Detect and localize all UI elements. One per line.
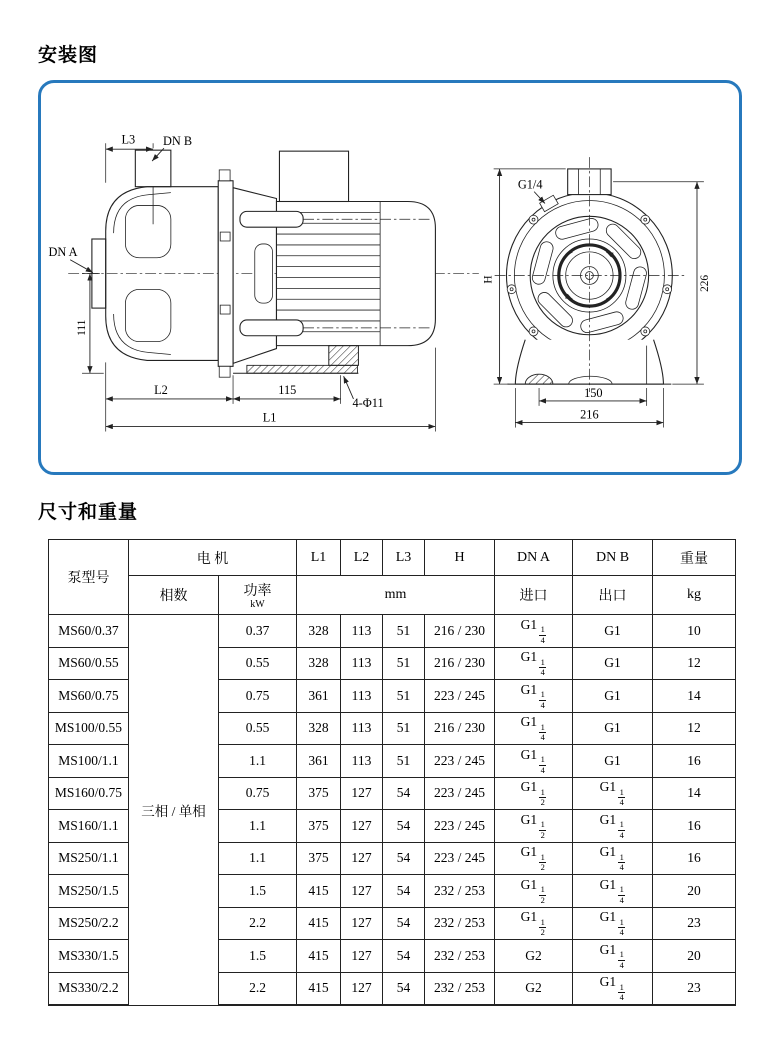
- power-cell: 1.1: [219, 810, 297, 843]
- col-header-mm: mm: [297, 576, 495, 615]
- l3-cell: 51: [383, 615, 425, 648]
- weight-cell: 12: [653, 712, 736, 745]
- dn-a-cell: G1 $\frac{1}{2}$: [495, 777, 573, 810]
- dn-a-cell: G1 $\frac{1}{4}$: [495, 647, 573, 680]
- label-dn-a: DN A: [48, 244, 78, 259]
- pump-model-cell: MS100/0.55: [49, 712, 129, 745]
- dn-b-cell: G1: [573, 745, 653, 778]
- l1-cell: 415: [297, 972, 341, 1005]
- l3-cell: 54: [383, 810, 425, 843]
- thread-fraction: $\frac{1}{4}$: [619, 884, 624, 905]
- label-l1: L1: [262, 410, 277, 425]
- thread-fraction: $\frac{1}{4}$: [619, 819, 624, 840]
- label-dn-b: DN B: [162, 134, 193, 149]
- h-cell: 232 / 253: [425, 972, 495, 1005]
- l2-cell: 113: [341, 712, 383, 745]
- l2-cell: 127: [341, 777, 383, 810]
- col-header-l1: L1: [297, 540, 341, 576]
- l3-cell: 51: [383, 647, 425, 680]
- thread-fraction: $\frac{1}{4}$: [540, 721, 545, 743]
- pump-model-cell: MS330/2.2: [49, 972, 129, 1005]
- col-header-h: H: [425, 540, 495, 576]
- thread-fraction: $\frac{1}{2}$: [540, 819, 545, 840]
- l1-cell: 375: [297, 810, 341, 843]
- phase-cell: 三相 / 单相: [129, 615, 219, 1006]
- power-cell: 0.55: [219, 712, 297, 745]
- power-cell: 1.5: [219, 875, 297, 908]
- weight-cell: 14: [653, 777, 736, 810]
- col-header-power: [219, 576, 297, 615]
- table-row: [49, 615, 736, 648]
- power-cell: 0.75: [219, 777, 297, 810]
- l1-cell: 415: [297, 907, 341, 940]
- l1-cell: 328: [297, 712, 341, 745]
- weight-cell: 16: [653, 745, 736, 778]
- l1-cell: 415: [297, 940, 341, 973]
- label-4-phi11: 4-Φ11: [352, 395, 384, 410]
- col-header-dn-b: DN B: [573, 540, 653, 576]
- h-cell: 232 / 253: [425, 875, 495, 908]
- col-header-pump-model: 泵型号: [49, 540, 129, 615]
- pump-model-cell: MS250/2.2: [49, 907, 129, 940]
- l2-cell: 127: [341, 907, 383, 940]
- label-226: 226: [698, 274, 711, 292]
- label-l3: L3: [121, 132, 136, 147]
- spec-table-head: [49, 540, 736, 615]
- weight-cell: 12: [653, 647, 736, 680]
- pump-model-cell: MS330/1.5: [49, 940, 129, 973]
- dn-b-cell: G1 $\frac{1}{4}$: [573, 777, 653, 810]
- l2-cell: 113: [341, 615, 383, 648]
- thread-fraction: $\frac{1}{4}$: [619, 916, 624, 938]
- thread-fraction: $\frac{1}{4}$: [619, 949, 624, 970]
- h-cell: 216 / 230: [425, 712, 495, 745]
- thread-fraction: $\frac{1}{2}$: [540, 786, 545, 808]
- thread-fraction: $\frac{1}{4}$: [540, 624, 545, 645]
- header-row-2: [49, 576, 736, 615]
- thread-fraction: $\frac{1}{2}$: [540, 916, 545, 938]
- thread-fraction: $\frac{1}{4}$: [619, 786, 624, 808]
- dn-a-cell: G1 $\frac{1}{2}$: [495, 875, 573, 908]
- l2-cell: 127: [341, 972, 383, 1005]
- thread-fraction: $\frac{1}{2}$: [540, 851, 545, 873]
- label-111: 111: [75, 319, 88, 336]
- dn-b-cell: G1 $\frac{1}{4}$: [573, 842, 653, 875]
- power-cell: 1.5: [219, 940, 297, 973]
- label-150: 150: [584, 385, 603, 400]
- col-header-inlet: 进口: [495, 576, 573, 615]
- col-header-motor: 电 机: [129, 540, 297, 576]
- dn-a-cell: G1 $\frac{1}{4}$: [495, 615, 573, 648]
- pump-model-cell: MS250/1.5: [49, 875, 129, 908]
- pump-model-cell: MS60/0.55: [49, 647, 129, 680]
- label-l2: L2: [154, 382, 168, 397]
- label-g14: G1/4: [517, 177, 543, 192]
- power-cell: 0.75: [219, 680, 297, 713]
- pump-model-cell: MS250/1.1: [49, 842, 129, 875]
- weight-cell: 10: [653, 615, 736, 648]
- l1-cell: 361: [297, 745, 341, 778]
- l2-cell: 113: [341, 745, 383, 778]
- dn-a-cell: G1 $\frac{1}{4}$: [495, 680, 573, 713]
- pump-front-view: [483, 157, 711, 427]
- l1-cell: 415: [297, 875, 341, 908]
- dn-a-cell: G1 $\frac{1}{4}$: [495, 745, 573, 778]
- weight-cell: 14: [653, 680, 736, 713]
- l2-cell: 127: [341, 940, 383, 973]
- pump-side-view: [48, 132, 478, 431]
- l1-cell: 361: [297, 680, 341, 713]
- l1-cell: 375: [297, 777, 341, 810]
- header-row-1: [49, 540, 736, 576]
- l3-cell: 54: [383, 842, 425, 875]
- label-216: 216: [580, 407, 599, 422]
- dn-b-cell: G1: [573, 647, 653, 680]
- pump-model-cell: MS60/0.37: [49, 615, 129, 648]
- l2-cell: 127: [341, 875, 383, 908]
- col-header-l2: L2: [341, 540, 383, 576]
- thread-fraction: $\frac{1}{4}$: [619, 851, 624, 873]
- weight-cell: 16: [653, 810, 736, 843]
- h-cell: 216 / 230: [425, 647, 495, 680]
- power-label: 功率: [243, 584, 272, 599]
- dn-a-cell: G1 $\frac{1}{2}$: [495, 907, 573, 940]
- weight-cell: 23: [653, 972, 736, 1005]
- h-cell: 223 / 245: [425, 745, 495, 778]
- h-cell: 223 / 245: [425, 680, 495, 713]
- h-cell: 232 / 253: [425, 940, 495, 973]
- col-header-phase: 相数: [129, 576, 219, 615]
- weight-cell: 23: [653, 907, 736, 940]
- dn-a-cell: G1 $\frac{1}{4}$: [495, 712, 573, 745]
- thread-fraction: $\frac{1}{4}$: [540, 689, 545, 710]
- thread-fraction: $\frac{1}{2}$: [540, 884, 545, 905]
- l1-cell: 328: [297, 615, 341, 648]
- h-cell: 223 / 245: [425, 777, 495, 810]
- h-cell: 216 / 230: [425, 615, 495, 648]
- label-h: H: [482, 275, 495, 284]
- weight-cell: 16: [653, 842, 736, 875]
- h-cell: 223 / 245: [425, 810, 495, 843]
- dn-b-cell: G1 $\frac{1}{4}$: [573, 940, 653, 973]
- col-header-weight: 重量: [653, 540, 736, 576]
- power-cell: 2.2: [219, 907, 297, 940]
- power-cell: 2.2: [219, 972, 297, 1005]
- power-cell: 1.1: [219, 842, 297, 875]
- weight-cell: 20: [653, 940, 736, 973]
- l2-cell: 113: [341, 680, 383, 713]
- l3-cell: 51: [383, 680, 425, 713]
- pump-drawing: [43, 86, 737, 469]
- power-unit-label: kW: [250, 599, 265, 610]
- h-cell: 223 / 245: [425, 842, 495, 875]
- dn-b-cell: G1: [573, 615, 653, 648]
- pump-model-cell: MS60/0.75: [49, 680, 129, 713]
- spec-table-body: [49, 615, 736, 1006]
- l1-cell: 328: [297, 647, 341, 680]
- power-cell: 0.37: [219, 615, 297, 648]
- col-header-dn-a: DN A: [495, 540, 573, 576]
- dimensions-weight-title: 尺寸和重量: [38, 502, 139, 523]
- dn-a-cell: G1 $\frac{1}{2}$: [495, 842, 573, 875]
- pump-model-cell: MS160/0.75: [49, 777, 129, 810]
- col-header-l3: L3: [383, 540, 425, 576]
- dn-b-cell: G1 $\frac{1}{4}$: [573, 875, 653, 908]
- dn-a-cell: G2: [495, 972, 573, 1005]
- l3-cell: 51: [383, 745, 425, 778]
- dn-b-cell: G1: [573, 712, 653, 745]
- l3-cell: 54: [383, 972, 425, 1005]
- label-115: 115: [278, 382, 297, 397]
- dn-b-cell: G1 $\frac{1}{4}$: [573, 972, 653, 1005]
- weight-cell: 20: [653, 875, 736, 908]
- dn-a-cell: G1 $\frac{1}{2}$: [495, 810, 573, 843]
- h-cell: 232 / 253: [425, 907, 495, 940]
- l1-cell: 375: [297, 842, 341, 875]
- installation-diagram-title: 安装图: [38, 45, 99, 66]
- pump-model-cell: MS100/1.1: [49, 745, 129, 778]
- l3-cell: 54: [383, 777, 425, 810]
- thread-fraction: $\frac{1}{4}$: [540, 656, 545, 678]
- dn-b-cell: G1: [573, 680, 653, 713]
- installation-diagram-box: [38, 80, 742, 475]
- pump-model-cell: MS160/1.1: [49, 810, 129, 843]
- l2-cell: 127: [341, 842, 383, 875]
- l3-cell: 54: [383, 875, 425, 908]
- dn-b-cell: G1 $\frac{1}{4}$: [573, 907, 653, 940]
- col-header-kg: kg: [653, 576, 736, 615]
- power-cell: 1.1: [219, 745, 297, 778]
- l3-cell: 54: [383, 940, 425, 973]
- thread-fraction: $\frac{1}{4}$: [540, 754, 545, 775]
- dn-b-cell: G1 $\frac{1}{4}$: [573, 810, 653, 843]
- power-cell: 0.55: [219, 647, 297, 680]
- thread-fraction: $\frac{1}{4}$: [619, 981, 624, 1003]
- l3-cell: 51: [383, 712, 425, 745]
- l2-cell: 127: [341, 810, 383, 843]
- col-header-outlet: 出口: [573, 576, 653, 615]
- spec-table: [48, 539, 736, 1006]
- dn-a-cell: G2: [495, 940, 573, 973]
- l3-cell: 54: [383, 907, 425, 940]
- l2-cell: 113: [341, 647, 383, 680]
